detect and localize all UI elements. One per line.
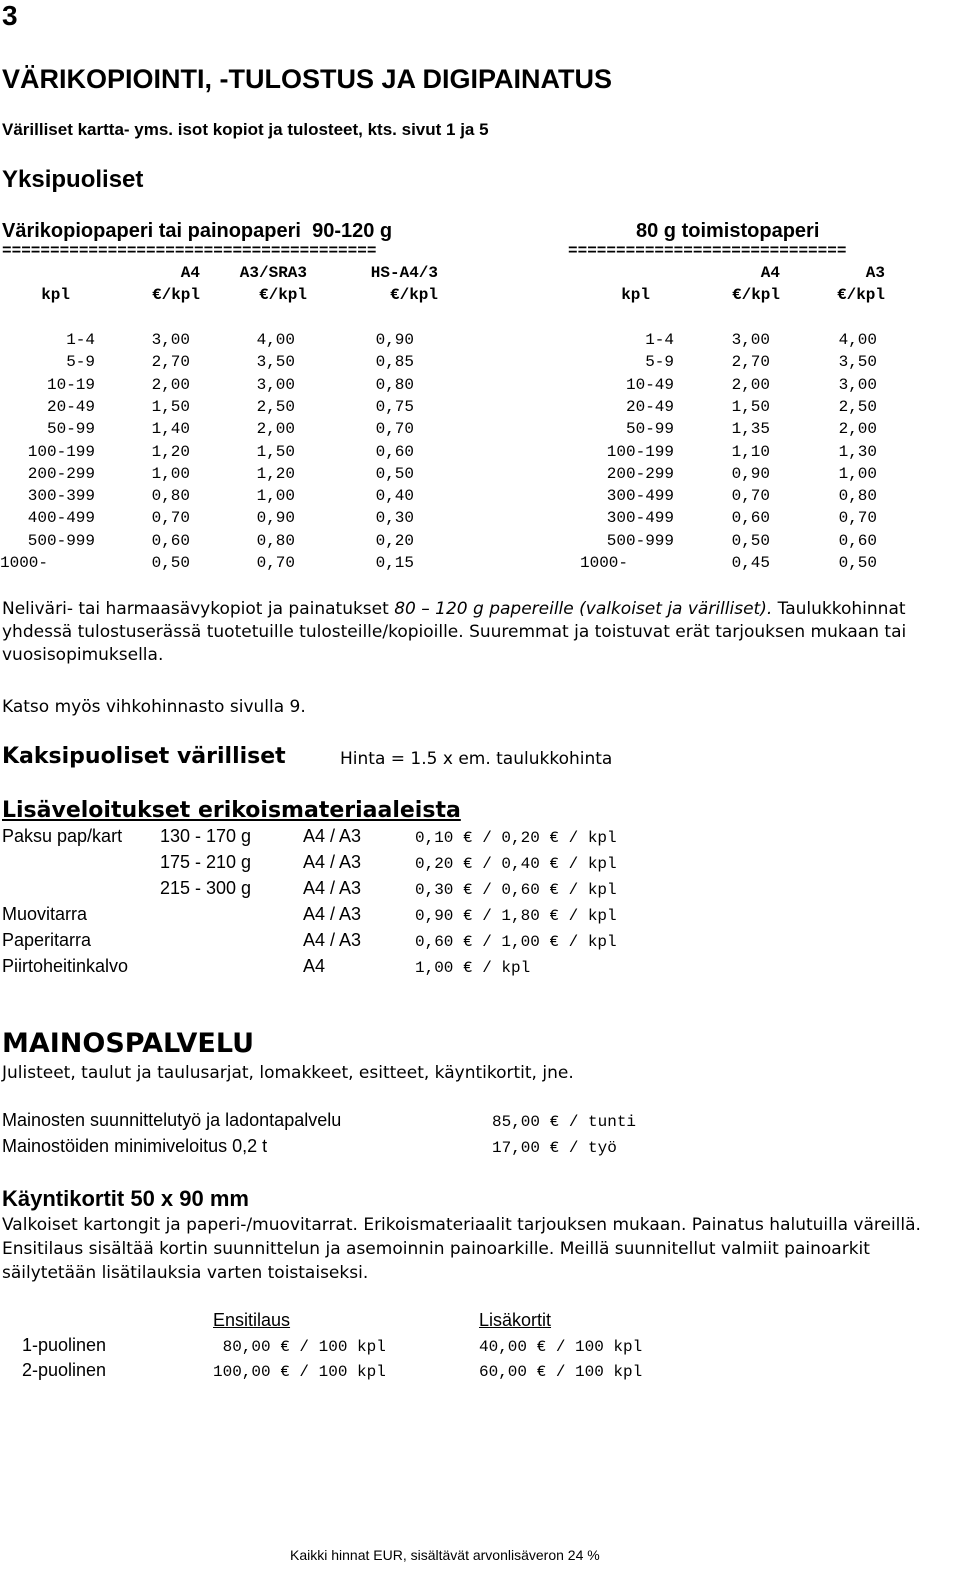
- right-table-cell: 0,80: [838, 487, 877, 505]
- left-table-cell: 3,50: [256, 353, 295, 371]
- see-also-note: Katso myös vihkohinnasto sivulla 9.: [2, 697, 306, 717]
- material-price: 1,00 € / kpl: [415, 959, 531, 977]
- left-table-cell: 1,40: [151, 420, 190, 438]
- right-table-cell: 0,70: [731, 487, 770, 505]
- page-subtitle: Värilliset kartta- yms. isot kopiot ja tulosteet, kts. sivut 1 ja 5: [2, 120, 489, 139]
- left-table-cell: 0,60: [375, 443, 414, 461]
- right-table-cell: 0,70: [838, 509, 877, 527]
- right-table-cell: 1,10: [731, 443, 770, 461]
- left-table-cell: 1,00: [256, 487, 295, 505]
- left-table-rule: =======================================: [2, 242, 377, 260]
- left-table-format-header: A3/SRA3: [239, 264, 307, 282]
- left-table-cell: 0,70: [256, 554, 295, 572]
- left-table-cell: 0,70: [375, 420, 414, 438]
- page-number: 3: [2, 0, 18, 31]
- business-cards-first-price: 100,00 € / 100 kpl: [213, 1363, 386, 1381]
- left-table-cell: 20-49: [46, 398, 95, 416]
- left-table-cell: 0,70: [151, 509, 190, 527]
- material-weight: 175 - 210 g: [160, 852, 252, 872]
- left-table-heading: Värikopiopaperi tai painopaperi 90-120 g: [2, 220, 393, 242]
- left-table-unit-header: €/kpl: [389, 286, 438, 304]
- left-table-cell: 2,00: [151, 376, 190, 394]
- right-table-cell: 4,00: [838, 331, 877, 349]
- material-name: Paksu pap/kart: [2, 826, 123, 846]
- right-table-format-header: A3: [865, 264, 885, 282]
- right-table-cell: 300-499: [606, 509, 674, 527]
- left-table-cell: 0,75: [375, 398, 414, 416]
- right-table-heading: 80 g toimistopaperi: [636, 220, 820, 242]
- right-table-cell: 1000-: [580, 554, 629, 572]
- left-table-cell: 4,00: [256, 331, 295, 349]
- advertising-heading: MAINOSPALVELU: [2, 1028, 255, 1059]
- material-price: 0,30 € / 0,60 € / kpl: [415, 881, 617, 899]
- left-table-cell: 0,60: [151, 532, 190, 550]
- left-table-cell: 0,85: [375, 353, 414, 371]
- material-name: Paperitarra: [2, 930, 92, 950]
- right-table-cell: 3,00: [731, 331, 770, 349]
- left-table-cell: 400-499: [27, 509, 95, 527]
- left-table-format-header: HS-A4/3: [370, 264, 438, 282]
- left-table-cell: 1-4: [66, 331, 95, 349]
- notes-text: Neliväri- tai harmaasävykopiot ja painatukset: [2, 599, 395, 619]
- right-table-cell: 0,50: [731, 532, 770, 550]
- left-table-cell: 2,00: [256, 420, 295, 438]
- material-name: Muovitarra: [2, 904, 88, 924]
- left-table-cell: 1,00: [151, 465, 190, 483]
- left-table-cell: 0,20: [375, 532, 414, 550]
- left-table-unit-header: €/kpl: [258, 286, 307, 304]
- business-cards-col-first-order: Ensitilaus: [213, 1310, 291, 1330]
- material-price: 0,20 € / 0,40 € / kpl: [415, 855, 617, 873]
- right-table-cell: 1,50: [731, 398, 770, 416]
- left-table-cell: 1,20: [151, 443, 190, 461]
- left-table-cell: 50-99: [46, 420, 95, 438]
- left-table-cell: 0,80: [151, 487, 190, 505]
- right-table-unit-header: €/kpl: [836, 286, 885, 304]
- left-table-cell: 5-9: [66, 353, 95, 371]
- material-price: 0,10 € / 0,20 € / kpl: [415, 829, 617, 847]
- material-price: 0,60 € / 1,00 € / kpl: [415, 933, 617, 951]
- double-sided-price-note: Hinta = 1.5 x em. taulukkohinta: [340, 749, 613, 769]
- right-table-cell: 2,50: [838, 398, 877, 416]
- left-table-cell: 0,15: [375, 554, 414, 572]
- double-sided-heading: Kaksipuoliset värilliset: [2, 744, 286, 769]
- left-table-cell: 3,00: [256, 376, 295, 394]
- right-table-cell: 10-49: [625, 376, 674, 394]
- right-table-cell: 1,35: [731, 420, 770, 438]
- right-table-cell: 300-499: [606, 487, 674, 505]
- left-table-cell: 500-999: [27, 532, 95, 550]
- right-table-cell: 1,30: [838, 443, 877, 461]
- material-format: A4 / A3: [303, 904, 362, 924]
- notes-paper-weight: 80 – 120 g papereille (valkoiset ja värilliset).: [394, 599, 773, 619]
- material-format: A4 / A3: [303, 826, 362, 846]
- business-cards-row-label: 1-puolinen: [22, 1335, 107, 1355]
- business-cards-col-extra: Lisäkortit: [479, 1310, 552, 1330]
- left-table-cell: 0,50: [375, 465, 414, 483]
- right-table-cell: 20-49: [625, 398, 674, 416]
- business-cards-description: Valkoiset kartongit ja paperi-/muovitarrat. Erikoismateriaalit tarjouksen mukaan. Painatus halutuilla väreillä. Ensitilaus sisältää kortin suunnittelun ja asemoinnin painoarkille. Meillä suunnitellut valmiit painoarkit säilytetään lisätilauksia varten toistaiseksi.: [2, 1215, 921, 1283]
- left-table-cell: 3,00: [151, 331, 190, 349]
- left-table-cell: 100-199: [27, 443, 95, 461]
- right-table-cell: 0,45: [731, 554, 770, 572]
- left-table-cell: 0,80: [256, 532, 295, 550]
- right-table-cell: 100-199: [606, 443, 674, 461]
- advertising-service-price: 85,00 € / tunti: [492, 1113, 637, 1131]
- left-table-format-header: A4: [180, 264, 200, 282]
- business-cards-extra-price: 60,00 € / 100 kpl: [479, 1363, 643, 1381]
- right-table-cell: 200-299: [606, 465, 674, 483]
- right-table-cell: 0,50: [838, 554, 877, 572]
- left-table-cell: 0,90: [256, 509, 295, 527]
- business-cards-row-label: 2-puolinen: [22, 1360, 107, 1380]
- notes-text-rest: Taulukkohinnat yhdessä tulostuserässä tuotetuille tulosteille/kopioille. Suuremmat ja toistuvat erät tarjouksen mukaan tai vuosisopimuksella.: [2, 599, 907, 665]
- business-cards-first-price: 80,00 € / 100 kpl: [213, 1338, 386, 1356]
- right-table-cell: 50-99: [625, 420, 674, 438]
- special-materials-heading: Lisäveloitukset erikoismateriaaleista: [2, 798, 461, 823]
- left-table-unit-header: kpl: [41, 286, 70, 304]
- right-table-cell: 3,00: [838, 376, 877, 394]
- left-table-cell: 0,30: [375, 509, 414, 527]
- right-table-cell: 3,50: [838, 353, 877, 371]
- section-single-sided: Yksipuoliset: [2, 166, 144, 193]
- right-table-cell: 500-999: [606, 532, 674, 550]
- right-table-cell: 5-9: [645, 353, 674, 371]
- material-format: A4 / A3: [303, 930, 362, 950]
- left-table-unit-header: €/kpl: [151, 286, 200, 304]
- right-table-unit-header: kpl: [621, 286, 650, 304]
- left-table-cell: 300-399: [27, 487, 95, 505]
- page-title: VÄRIKOPIOINTI, -TULOSTUS JA DIGIPAINATUS: [2, 64, 613, 94]
- left-table-cell: 2,70: [151, 353, 190, 371]
- advertising-service-label: Mainosten suunnittelutyö ja ladontapalvelu: [2, 1110, 342, 1130]
- advertising-description: Julisteet, taulut ja taulusarjat, lomakkeet, esitteet, käyntikortit, jne.: [2, 1063, 574, 1083]
- material-format: A4 / A3: [303, 852, 362, 872]
- right-table-cell: 0,60: [731, 509, 770, 527]
- left-table-cell: 0,80: [375, 376, 414, 394]
- business-cards-extra-price: 40,00 € / 100 kpl: [479, 1338, 643, 1356]
- right-table-cell: 1,00: [838, 465, 877, 483]
- left-table-cell: 10-19: [46, 376, 95, 394]
- right-table-cell: 2,70: [731, 353, 770, 371]
- right-table-cell: 0,60: [838, 532, 877, 550]
- material-format: A4 / A3: [303, 878, 362, 898]
- material-weight: 215 - 300 g: [160, 878, 252, 898]
- right-table-cell: 2,00: [731, 376, 770, 394]
- left-table-cell: 0,40: [375, 487, 414, 505]
- right-table-unit-header: €/kpl: [731, 286, 780, 304]
- right-table-cell: 2,00: [838, 420, 877, 438]
- left-table-cell: 1000-: [0, 554, 49, 572]
- left-table-cell: 1,20: [256, 465, 295, 483]
- advertising-service-label: Mainostöiden minimiveloitus 0,2 t: [2, 1136, 268, 1156]
- material-weight: 130 - 170 g: [160, 826, 252, 846]
- left-table-cell: 0,90: [375, 331, 414, 349]
- advertising-service-price: 17,00 € / työ: [492, 1139, 617, 1157]
- material-name: Piirtoheitinkalvo: [2, 956, 129, 976]
- footer-vat-note: Kaikki hinnat EUR, sisältävät arvonlisäveron 24 %: [290, 1547, 600, 1563]
- right-table-cell: 0,90: [731, 465, 770, 483]
- material-price: 0,90 € / 1,80 € / kpl: [415, 907, 617, 925]
- right-table-format-header: A4: [760, 264, 780, 282]
- right-table-rule: =============================: [568, 242, 847, 260]
- material-format: A4: [303, 956, 326, 976]
- left-table-cell: 200-299: [27, 465, 95, 483]
- left-table-cell: 2,50: [256, 398, 295, 416]
- left-table-cell: 0,50: [151, 554, 190, 572]
- left-table-cell: 1,50: [151, 398, 190, 416]
- left-table-cell: 1,50: [256, 443, 295, 461]
- notes-paragraph: [2, 598, 952, 667]
- right-table-cell: 1-4: [645, 331, 674, 349]
- business-cards-heading: Käyntikortit 50 x 90 mm: [2, 1186, 249, 1211]
